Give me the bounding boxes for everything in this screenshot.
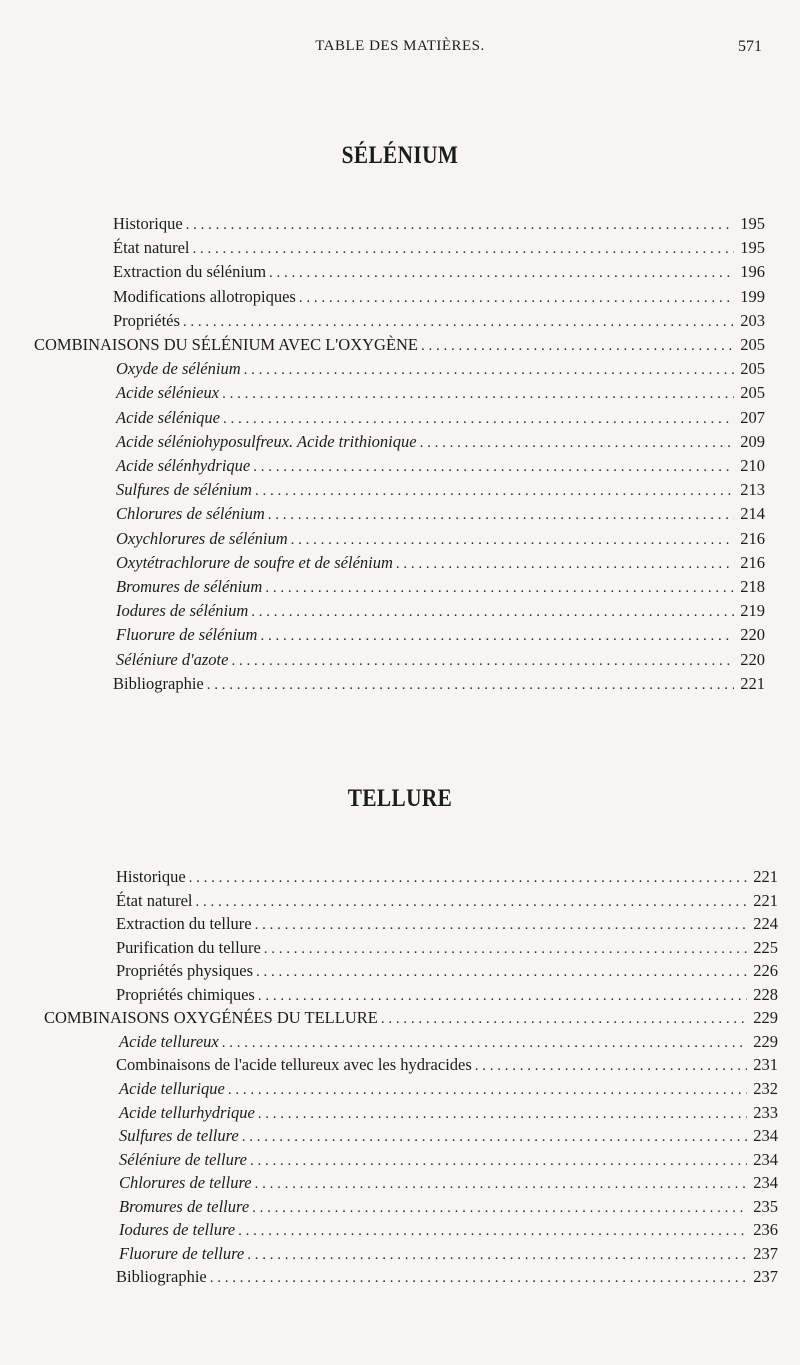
toc-entry-page: 235 [753, 1196, 778, 1216]
toc-entry [113, 212, 765, 236]
dot-leader [238, 1219, 747, 1243]
toc-entry [119, 1171, 778, 1195]
toc-entry-page: 207 [740, 407, 765, 427]
toc-entry-page: 231 [753, 1055, 778, 1075]
toc-entry [116, 865, 778, 889]
dot-leader [242, 1125, 747, 1149]
toc-entry [116, 648, 765, 672]
dot-leader [207, 673, 735, 697]
toc-entry-label: Sulfures de sélénium [116, 480, 252, 500]
toc-entry [116, 502, 765, 526]
dot-leader [396, 552, 734, 576]
toc-entry-page: 225 [753, 937, 778, 957]
toc-entry [116, 357, 765, 381]
toc-entry-label: Bromures de tellure [119, 1196, 250, 1216]
toc-entry-page: 209 [740, 431, 765, 451]
toc-entry-label: Oxyde de sélénium [116, 359, 241, 379]
toc-entry [116, 983, 778, 1007]
dot-leader [222, 1031, 748, 1055]
toc-entry [119, 1242, 778, 1266]
toc-entry-page: 213 [740, 480, 765, 500]
toc-entry-label: COMBINAISONS DU SÉLÉNIUM AVEC L'OXYGÈNE [34, 335, 419, 354]
toc-entry-label: Acide sélénhydrique [116, 456, 251, 475]
section-title-selenium: SÉLÉNIUM [341, 142, 459, 169]
toc-entry [116, 575, 765, 599]
dot-leader [256, 960, 747, 984]
toc-entry-label: Propriétés chimiques [116, 984, 255, 1004]
toc-entry-label: État naturel [113, 238, 190, 258]
dot-leader [255, 913, 748, 937]
dot-leader [268, 503, 734, 527]
toc-entry-page: 236 [753, 1220, 778, 1240]
toc-entry [116, 623, 765, 647]
toc-entry-label: État naturel [116, 890, 193, 910]
toc-entry-page: 205 [740, 335, 765, 354]
toc-entry-page: 199 [740, 286, 765, 306]
toc-entry-label: Chlorures de sélénium [116, 504, 265, 524]
toc-entry-label: Acide séléniohyposulfreux. Acide trithionique [116, 431, 417, 451]
dot-leader [223, 407, 734, 431]
toc-entry-page: 196 [740, 262, 765, 282]
dot-leader [196, 890, 748, 914]
dot-leader [381, 1007, 747, 1031]
toc-entry [119, 1195, 778, 1219]
toc-entry-page: 221 [753, 867, 778, 886]
toc-entry [116, 1265, 778, 1289]
toc-entry-page: 214 [740, 504, 765, 524]
toc-entry [116, 912, 778, 936]
dot-leader [269, 261, 734, 285]
toc-entry-label: Oxychlorures de sélénium [116, 528, 288, 548]
dot-leader [265, 576, 734, 600]
toc-entry [113, 672, 765, 696]
dot-leader [250, 1149, 747, 1173]
toc-entry-label: Fluorure de tellure [119, 1243, 245, 1263]
toc-entry-label: Modifications allotropiques [113, 286, 296, 306]
toc-entry [116, 381, 765, 405]
dot-leader [186, 213, 735, 237]
toc-entry [34, 333, 765, 357]
dot-leader [255, 1172, 748, 1196]
dot-leader [258, 1102, 747, 1126]
toc-entry [116, 527, 765, 551]
toc-entry-label: Sulfures de tellure [119, 1126, 239, 1146]
dot-leader [222, 382, 734, 406]
toc-entry [116, 454, 765, 478]
toc-entry-label: Propriétés [113, 310, 180, 330]
toc-entry-page: 195 [740, 214, 765, 233]
toc-entry [116, 936, 778, 960]
toc-entry-page: 221 [753, 890, 778, 910]
dot-leader [299, 286, 734, 310]
dot-leader [228, 1078, 747, 1102]
dot-leader [210, 1266, 748, 1290]
toc-entry-label: Acide sélénieux [116, 383, 220, 403]
toc-entry-page: 237 [753, 1267, 778, 1287]
dot-leader [183, 310, 734, 334]
toc-entry-page: 237 [753, 1243, 778, 1263]
toc-entry-label: Iodures de sélénium [116, 601, 249, 621]
toc-entry [119, 1030, 778, 1054]
toc-entry-label: Chlorures de tellure [119, 1173, 252, 1193]
toc-entry [116, 1053, 778, 1077]
toc-entry-label: Extraction du sélénium [113, 262, 267, 282]
toc-entry-label: Purification du tellure [116, 937, 261, 957]
toc-entry-label: Bibliographie [116, 1267, 207, 1287]
toc-entry [113, 236, 765, 260]
toc-entry-label: Historique [113, 214, 183, 233]
toc-entry [113, 309, 765, 333]
toc-entry-page: 216 [740, 552, 765, 572]
toc-entry-label: Combinaisons de l'acide tellureux avec les hydracides [116, 1055, 472, 1075]
toc-entry-page: 216 [740, 528, 765, 548]
toc-entry [119, 1148, 778, 1172]
toc-entry [116, 430, 765, 454]
toc-entry [113, 260, 765, 284]
dot-leader [421, 334, 734, 358]
toc-entry-label: Propriétés physiques [116, 961, 254, 981]
toc-entry [116, 599, 765, 623]
toc-entry-page: 195 [740, 238, 765, 258]
dot-leader [255, 479, 734, 503]
toc-entry [116, 551, 765, 575]
dot-leader [193, 237, 735, 261]
dot-leader [253, 455, 734, 479]
toc-entry-label: COMBINAISONS OXYGÉNÉES DU TELLURE [44, 1008, 378, 1028]
dot-leader [247, 1243, 747, 1267]
toc-entry [116, 959, 778, 983]
toc-entry-label: Iodures de tellure [119, 1220, 236, 1240]
toc-entry-label: Extraction du tellure [116, 914, 252, 934]
toc-entry-page: 220 [740, 649, 765, 669]
toc-entry-page: 232 [753, 1078, 778, 1098]
toc-entry [119, 1218, 778, 1242]
toc-entry [116, 889, 778, 913]
toc-entry-label: Séléniure d'azote [116, 649, 229, 669]
toc-entry-page: 221 [740, 673, 765, 693]
toc-entry [113, 285, 765, 309]
toc-entry-label: Acide tellureux [119, 1031, 219, 1051]
toc-entry-page: 229 [753, 1031, 778, 1051]
dot-leader [291, 528, 735, 552]
dot-leader [420, 431, 735, 455]
dot-leader [264, 937, 747, 961]
toc-entry [116, 406, 765, 430]
toc-entry-page: 234 [753, 1173, 778, 1193]
toc-entry-page: 226 [753, 961, 778, 981]
dot-leader [260, 624, 734, 648]
toc-entry [44, 1006, 778, 1030]
toc-entry [119, 1124, 778, 1148]
dot-leader [189, 866, 748, 890]
page-number: 571 [738, 38, 762, 55]
toc-entry-page: 203 [740, 310, 765, 330]
toc-entry-label: Fluorure de sélénium [116, 625, 258, 645]
toc-entry-page: 224 [753, 914, 778, 934]
dot-leader [251, 600, 734, 624]
toc-entry [119, 1077, 778, 1101]
toc-entry-label: Séléniure de tellure [119, 1149, 247, 1169]
running-head [0, 38, 800, 58]
toc-entry-page: 234 [753, 1126, 778, 1146]
dot-leader [231, 649, 734, 673]
toc-entry [119, 1101, 778, 1125]
dot-leader [252, 1196, 747, 1220]
toc-entry-label: Acide sélénique [116, 407, 220, 427]
toc-entry-page: 210 [740, 456, 765, 475]
section-title-tellure: TELLURE [347, 785, 453, 812]
dot-leader [258, 984, 747, 1008]
toc-entry-page: 205 [740, 383, 765, 403]
toc-entry-page: 205 [740, 359, 765, 379]
toc-entry-page: 229 [753, 1008, 778, 1028]
toc-entry-page: 219 [740, 601, 765, 621]
toc-entry-label: Historique [116, 867, 186, 886]
toc-entry-page: 234 [753, 1149, 778, 1169]
toc-entry-page: 233 [753, 1102, 778, 1122]
toc-entry-label: Bibliographie [113, 673, 204, 693]
dot-leader [244, 358, 735, 382]
dot-leader [475, 1054, 747, 1078]
toc-entry-label: Acide tellurhydrique [119, 1102, 255, 1122]
toc-entry [116, 478, 765, 502]
toc-entry-label: Acide tellurique [119, 1078, 225, 1098]
toc-entry-page: 220 [740, 625, 765, 645]
running-head-title: TABLE DES MATIÈRES. [315, 38, 485, 54]
toc-entry-label: Oxytétrachlorure de soufre et de sélénium [116, 552, 393, 572]
toc-entry-page: 228 [753, 984, 778, 1004]
toc-entry-label: Bromures de sélénium [116, 577, 263, 596]
toc-entry-page: 218 [740, 577, 765, 596]
